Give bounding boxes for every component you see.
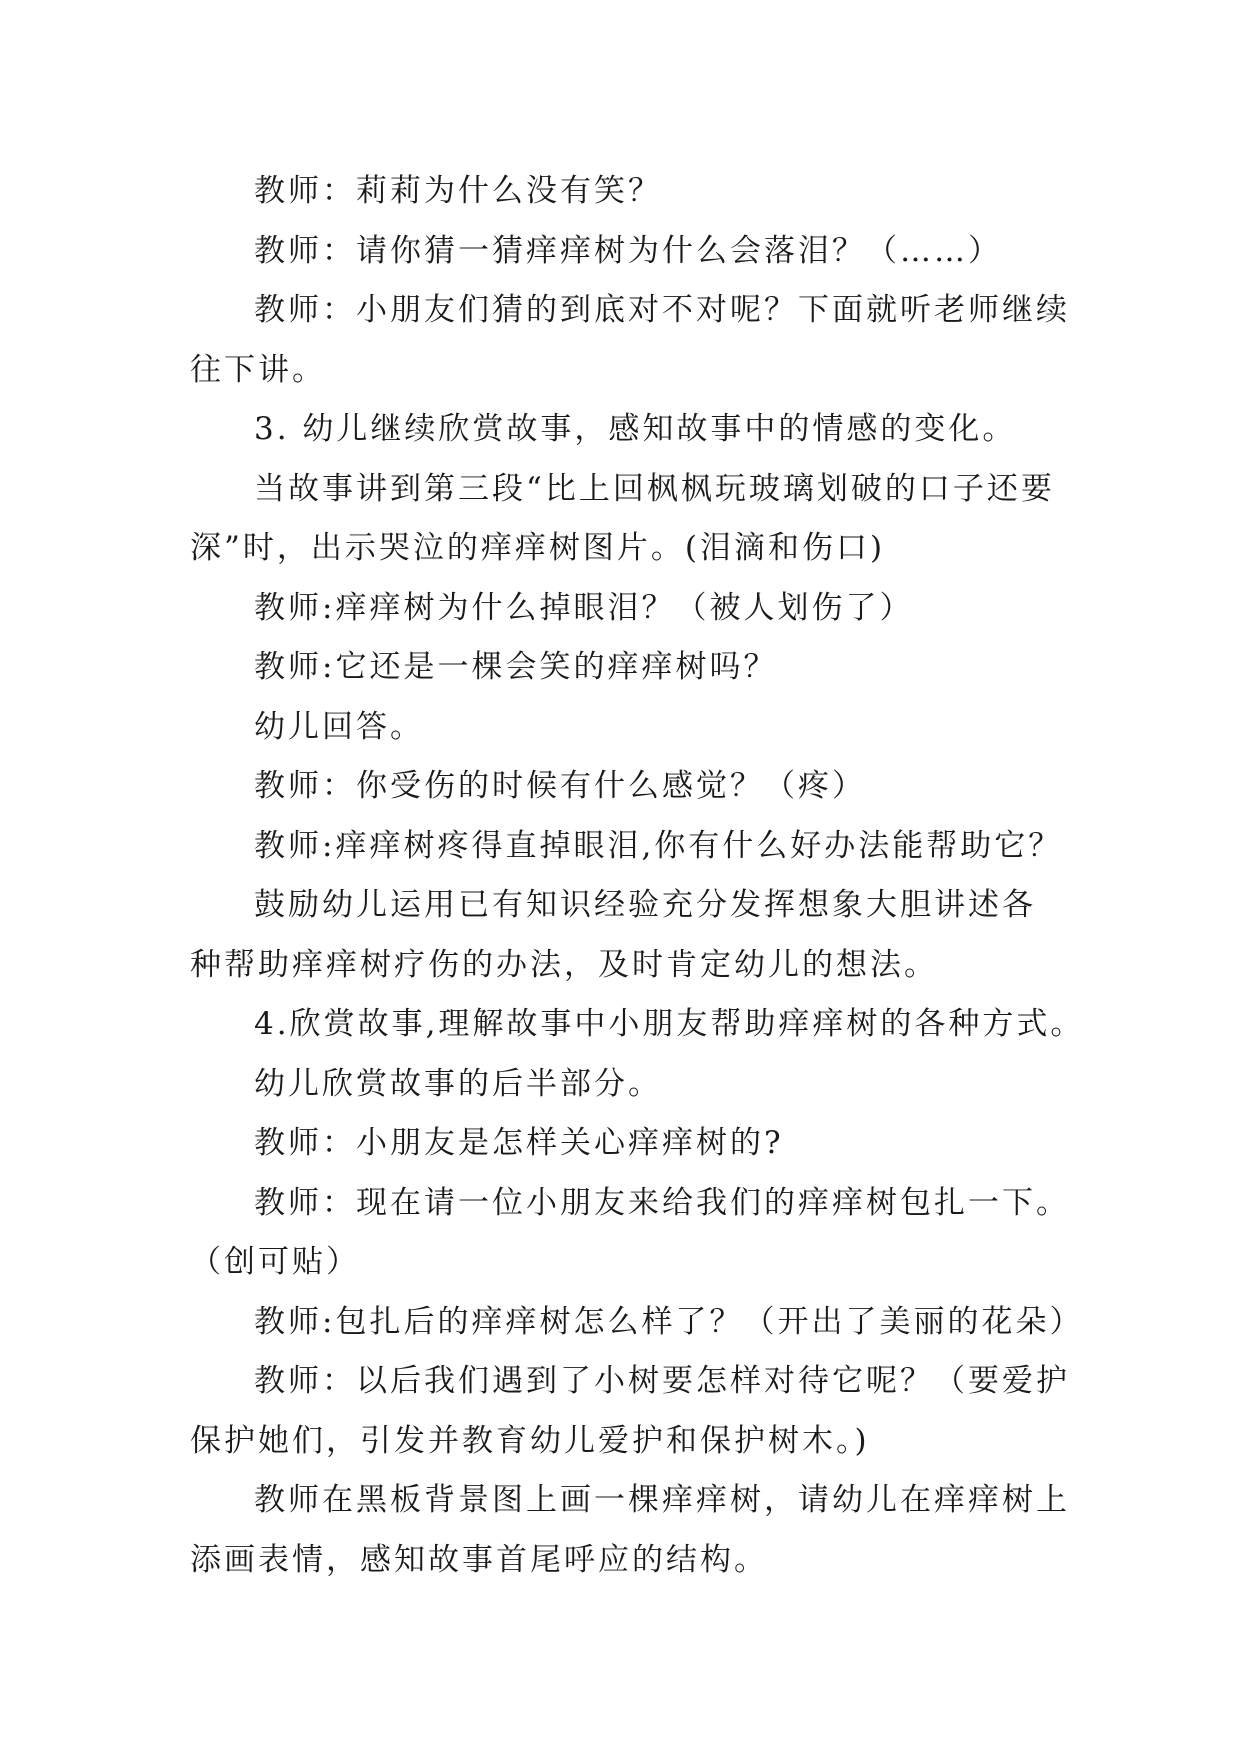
text-line: 教师：小朋友们猜的到底对不对呢？下面就听老师继续 [254,292,1070,328]
text-line: 教师:包扎后的痒痒树怎么样了？（开出了美丽的花朵） [254,1303,1084,1340]
text-line: 教师:它还是一棵会笑的痒痒树吗？ [254,649,778,685]
text-line: 幼儿欣赏故事的后半部分。 [254,1065,662,1102]
text-line: 教师：请你猜一猜痒痒树为什么会落泪？（……） [254,232,1002,269]
text-line: 保护她们，引发并教育幼儿爱护和保护树木。) [190,1422,870,1459]
text-line: 教师：莉莉为什么没有笑？ [254,173,662,209]
text-line: 教师：以后我们遇到了小树要怎样对待它呢？（要爱护 [254,1363,1070,1399]
text-line: 种帮助痒痒树疗伤的办法，及时肯定幼儿的想法。 [190,946,938,983]
text-line: 教师：现在请一位小朋友来给我们的痒痒树包扎一下。 [254,1184,1070,1221]
text-line: 教师：小朋友是怎样关心痒痒树的? [254,1125,784,1161]
text-line: （创可贴） [190,1244,360,1280]
text-line: 深”时，出示哭泣的痒痒树图片。(泪滴和伤口) [190,530,886,566]
text-line: 往下讲。 [190,351,326,388]
text-line: 教师在黑板背景图上画一棵痒痒树，请幼儿在痒痒树上 [254,1482,1070,1518]
text-line: 教师:痒痒树疼得直掉眼泪,你有什么好办法能帮助它？ [254,827,1063,864]
text-line: 4.欣赏故事,理解故事中小朋友帮助痒痒树的各种方式。 [254,1006,1085,1042]
text-line: 3. 幼儿继续欣赏故事，感知故事中的情感的变化。 [254,411,1017,447]
text-line: 教师:痒痒树为什么掉眼泪？（被人划伤了） [254,589,914,626]
text-line: 当故事讲到第三段“比上回枫枫玩玻璃划破的口子还要 [254,470,1055,507]
document-body [190,162,1085,1590]
text-line: 幼儿回答。 [254,708,424,745]
text-line: 添画表情，感知故事首尾呼应的结构。 [190,1541,768,1578]
text-line: 鼓励幼儿运用已有知识经验充分发挥想象大胆讲述各 [254,887,1036,923]
text-line: 教师：你受伤的时候有什么感觉？（疼） [254,768,866,804]
